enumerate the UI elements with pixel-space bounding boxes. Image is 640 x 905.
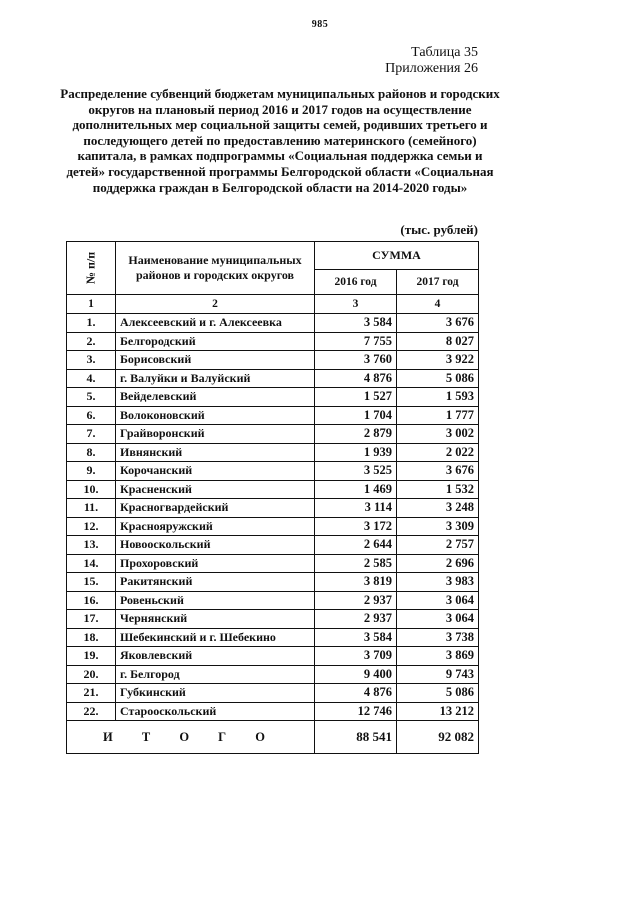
row-name: Алексеевский и г. Алексеевка [116,314,315,333]
table-row [67,480,479,499]
row-number: 9. [67,462,116,481]
row-number: 7. [67,425,116,444]
table-row [67,665,479,684]
row-number: 3. [67,351,116,370]
row-value-2016: 4 876 [315,684,397,703]
row-number: 12. [67,517,116,536]
total-2017: 92 082 [397,721,479,754]
table-row [67,425,479,444]
total-2016: 88 541 [315,721,397,754]
row-value-2016: 2 644 [315,536,397,555]
table-row [67,314,479,333]
row-value-2016: 9 400 [315,665,397,684]
row-name: Красногвардейский [116,499,315,518]
row-value-2017: 3 869 [397,647,479,666]
row-value-2016: 2 879 [315,425,397,444]
units-label: (тыс. рублей) [400,222,478,237]
distribution-table [66,241,479,754]
row-value-2016: 3 584 [315,628,397,647]
table-row [67,573,479,592]
row-value-2017: 1 777 [397,406,479,425]
table-row [67,554,479,573]
row-name: Ракитянский [116,573,315,592]
table-row [67,647,479,666]
row-value-2017: 5 086 [397,369,479,388]
row-value-2016: 2 937 [315,610,397,629]
table-row [67,536,479,555]
row-value-2016: 12 746 [315,702,397,721]
row-value-2017: 3 676 [397,314,479,333]
row-value-2017: 3 064 [397,591,479,610]
row-value-2017: 3 922 [397,351,479,370]
row-value-2017: 1 593 [397,388,479,407]
header-sum: СУММА [315,242,479,270]
document-title: Распределение субвенций бюджетам муниципальных районов и городских округов на плановый период 2016 и 2017 годов на осуществление дополнительных мер социальной защиты семей, родивших третьего и последующего детей по предоставлению материнского (семейного) капитала, в рамках подпрограммы «Социальная поддержка семьи и детей» государственной программы Белгородской области «Социальная поддержка граждан в Белгородской области на 2014-2020 годы» [60,86,500,195]
table-row [67,499,479,518]
row-value-2017: 2 022 [397,443,479,462]
column-number: 2 [116,295,315,314]
row-name: г. Валуйки и Валуйский [116,369,315,388]
table-row [67,591,479,610]
table-row [67,332,479,351]
row-value-2017: 3 676 [397,462,479,481]
column-number: 4 [397,295,479,314]
row-name: Старооскольский [116,702,315,721]
row-value-2017: 3 248 [397,499,479,518]
row-value-2016: 2 937 [315,591,397,610]
row-value-2017: 5 086 [397,684,479,703]
table-row [67,628,479,647]
row-number: 22. [67,702,116,721]
row-value-2017: 1 532 [397,480,479,499]
total-label: И Т О Г О [67,721,315,754]
table-row [67,369,479,388]
table-row [67,462,479,481]
row-value-2016: 3 172 [315,517,397,536]
table-row [67,610,479,629]
row-name: Новооскольский [116,536,315,555]
row-number: 21. [67,684,116,703]
row-value-2016: 1 527 [315,388,397,407]
row-name: Корочанский [116,462,315,481]
row-value-2017: 2 696 [397,554,479,573]
header-num [67,242,116,295]
row-number: 19. [67,647,116,666]
header-2017: 2017 год [397,269,479,294]
row-number: 11. [67,499,116,518]
row-value-2016: 3 114 [315,499,397,518]
row-number: 5. [67,388,116,407]
row-value-2017: 9 743 [397,665,479,684]
row-number: 6. [67,406,116,425]
row-value-2016: 3 709 [315,647,397,666]
header-name: Наименование муниципальных районов и городских округов [116,242,315,295]
row-value-2016: 3 760 [315,351,397,370]
page-number: 985 [311,19,329,30]
header-2016: 2016 год [315,269,397,294]
row-number: 1. [67,314,116,333]
row-number: 8. [67,443,116,462]
row-name: Грайворонский [116,425,315,444]
table-row [67,517,479,536]
table-row [67,702,479,721]
row-value-2017: 3 064 [397,610,479,629]
row-name: Вейделевский [116,388,315,407]
row-number: 14. [67,554,116,573]
column-numbers-row [67,295,479,314]
row-name: Ровеньский [116,591,315,610]
table-row [67,443,479,462]
row-name: Красненский [116,480,315,499]
row-name: Чернянский [116,610,315,629]
table-row [67,684,479,703]
row-value-2016: 7 755 [315,332,397,351]
row-value-2016: 3 525 [315,462,397,481]
header-num-label: № п/п [83,251,98,285]
row-value-2017: 2 757 [397,536,479,555]
row-value-2017: 8 027 [397,332,479,351]
row-value-2016: 3 819 [315,573,397,592]
row-value-2017: 3 738 [397,628,479,647]
row-number: 4. [67,369,116,388]
row-number: 2. [67,332,116,351]
row-name: Яковлевский [116,647,315,666]
table-ref-line1: Таблица 35 [411,45,478,60]
row-value-2017: 3 002 [397,425,479,444]
row-value-2016: 4 876 [315,369,397,388]
row-value-2016: 2 585 [315,554,397,573]
row-value-2016: 3 584 [315,314,397,333]
row-value-2016: 1 939 [315,443,397,462]
table-ref-line2: Приложения 26 [385,61,478,76]
row-value-2016: 1 469 [315,480,397,499]
row-name: Ивнянский [116,443,315,462]
row-name: Прохоровский [116,554,315,573]
table-row [67,351,479,370]
row-number: 18. [67,628,116,647]
column-number: 1 [67,295,116,314]
row-value-2017: 13 212 [397,702,479,721]
table-reference [385,45,478,77]
row-number: 16. [67,591,116,610]
row-name: Губкинский [116,684,315,703]
row-value-2017: 3 983 [397,573,479,592]
row-number: 13. [67,536,116,555]
row-number: 15. [67,573,116,592]
row-name: г. Белгород [116,665,315,684]
table-row [67,406,479,425]
table-row [67,388,479,407]
row-name: Белгородский [116,332,315,351]
row-name: Краснояружский [116,517,315,536]
row-name: Волоконовский [116,406,315,425]
row-value-2017: 3 309 [397,517,479,536]
row-name: Шебекинский и г. Шебекино [116,628,315,647]
row-name: Борисовский [116,351,315,370]
row-value-2016: 1 704 [315,406,397,425]
total-row [67,721,479,754]
row-number: 20. [67,665,116,684]
row-number: 17. [67,610,116,629]
column-number: 3 [315,295,397,314]
table-body [67,295,479,721]
row-number: 10. [67,480,116,499]
